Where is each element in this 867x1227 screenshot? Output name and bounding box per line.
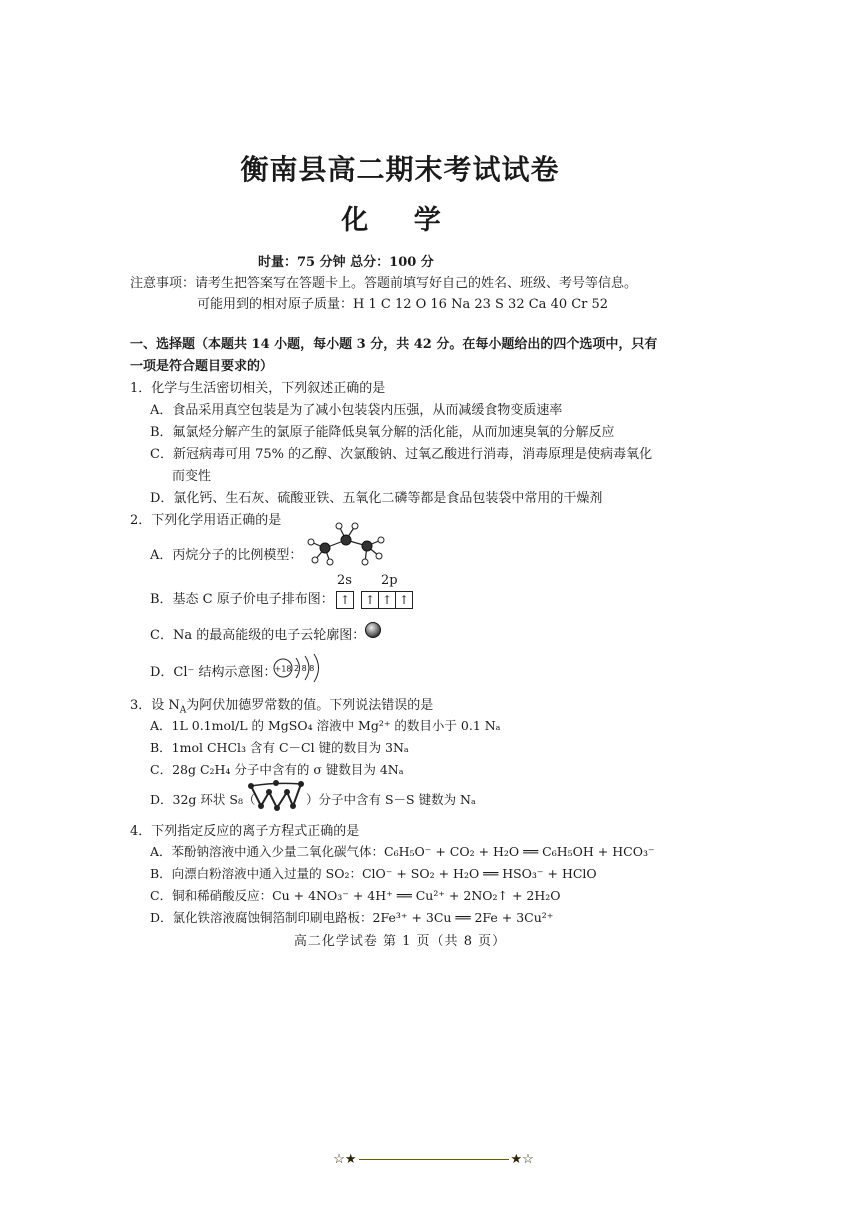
q4-option-c: C．铜和稀硝酸反应：Cu + 4NO₃⁻ + 4H⁺ ══ Cu²⁺ + 2NO₂↑ + 2H₂O	[150, 888, 561, 903]
q3-option-b: B．1mol CHCl₃ 含有 C－Cl 键的数目为 3Nₐ	[150, 740, 409, 755]
orbital-2p-boxes	[361, 589, 412, 609]
q2-option-c: C．Na 的最高能级的电子云轮廓图：	[150, 628, 366, 643]
time-info: 时量：75 分钟 总分：100 分	[258, 255, 434, 270]
orbital-box: ↑	[378, 591, 396, 609]
notice: 注意事项：请考生把答案写在答题卡上。答题前填写好自己的姓名、班级、考号等信息。	[130, 276, 638, 291]
orbital-box: ↑	[336, 591, 354, 609]
atomic-masses: 可能用到的相对原子质量：H 1 C 12 O 16 Na 23 S 32 Ca 40 Cr 52	[197, 297, 609, 312]
section1-heading-line1: 一、选择题（本题共 14 小题，每小题 3 分，共 42 分。在每小题给出的四个选项中，只有	[130, 337, 658, 352]
orbital-2s-label: 2s	[337, 573, 352, 588]
q4-option-a: A．苯酚钠溶液中通入少量二氧化碳气体：C₆H₅O⁻ + CO₂ + H₂O ══ C₆H₅OH + HCO₃⁻	[150, 844, 655, 859]
page-footer: 高二化学试卷 第 1 页（共 8 页）	[293, 934, 507, 949]
orbital-box: ↑	[395, 591, 413, 609]
q3-option-c: C．28g C₂H₄ 分子中含有的 σ 键数目为 4Nₐ	[150, 762, 404, 777]
divider-line	[359, 1159, 509, 1160]
q1-option-c-cont: 而变性	[172, 469, 212, 484]
nucleus-label: +18	[274, 664, 292, 674]
q3-option-d-pre: D．32g 环状 S₈（	[150, 792, 256, 807]
q3-stem-b: 为阿伏加德罗常数的值。下列说法错误的是	[186, 698, 434, 713]
q3-option-a: A．1L 0.1mol/L 的 MgSO₄ 溶液中 Mg²⁺ 的数目小于 0.1 Nₐ	[150, 718, 501, 733]
q4-option-d: D．氯化铁溶液腐蚀铜箔制印刷电路板：2Fe³⁺ + 3Cu ══ 2Fe + 3Cu²⁺	[150, 910, 554, 925]
q2-option-d: D．Cl⁻ 结构示意图：	[150, 665, 277, 680]
q4-option-b: B．向漂白粉溶液中通入过量的 SO₂：ClO⁻ + SO₂ + H₂O ══ HSO₃⁻ + HClO	[150, 866, 597, 881]
q1-option-a: A．食品采用真空包装是为了减小包装袋内压强，从而减缓食物变质速率	[150, 403, 563, 418]
star-icon: ★☆	[510, 1152, 534, 1167]
section1-heading-line2: 一项是符合题目要求的）	[130, 359, 274, 374]
subject-title: 化 学	[341, 205, 459, 236]
star-icon: ☆★	[333, 1152, 357, 1167]
s8-ring-figure	[247, 780, 305, 812]
exam-title: 衡南县高二期末考试试卷	[240, 153, 560, 186]
q1-stem: 1．化学与生活密切相关，下列叙述正确的是	[130, 381, 386, 396]
chloride-structure-figure	[272, 652, 332, 686]
propane-model-figure	[303, 518, 393, 568]
q3-stem-a: 3．设 N	[130, 698, 180, 713]
q2-option-b: B．基态 C 原子价电子排布图：	[150, 592, 334, 607]
q2-option-a: A．丙烷分子的比例模型：	[150, 548, 303, 563]
shell-electrons: 2 8 8	[294, 664, 315, 673]
orbital-box: ↑	[361, 591, 379, 609]
q2-stem: 2．下列化学用语正确的是	[130, 513, 282, 528]
q1-option-b: B．氟氯烃分解产生的氯原子能降低臭氧分解的活化能，从而加速臭氧的分解反应	[150, 425, 615, 440]
orbital-2s-box	[336, 589, 353, 609]
q3-stem-sub: A	[179, 705, 187, 716]
q4-stem: 4．下列指定反应的离子方程式正确的是	[130, 824, 360, 839]
q3-stem	[130, 694, 433, 716]
orbital-2p-label: 2p	[381, 573, 398, 588]
decorative-divider	[0, 1152, 867, 1167]
q1-option-c: C．新冠病毒可用 75% 的乙醇、次氯酸钠、过氧乙酸进行消毒，消毒原理是使病毒氧化	[150, 447, 653, 462]
s-orbital-sphere-figure	[364, 621, 382, 639]
q1-option-d: D．氯化钙、生石灰、硫酸亚铁、五氧化二磷等都是食品包装袋中常用的干燥剂	[150, 491, 603, 506]
q3-option-d-post: ）分子中含有 S－S 键数为 Nₐ	[306, 792, 476, 807]
